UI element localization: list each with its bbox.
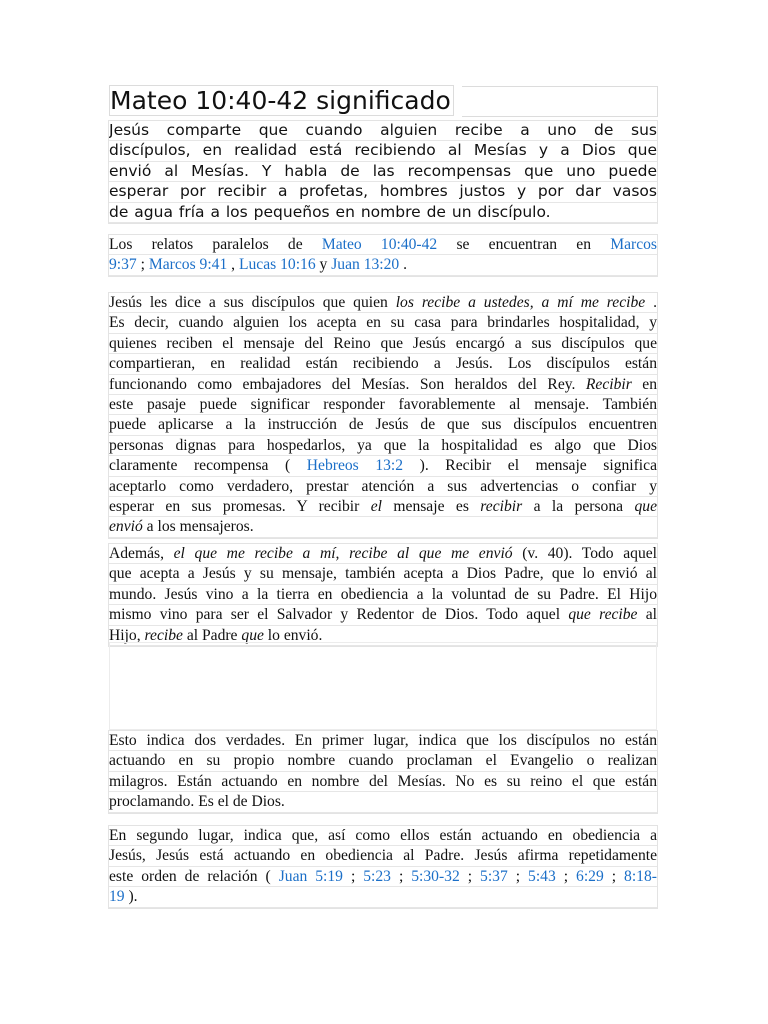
title-guide-box — [462, 86, 658, 117]
ref-link-marcos-9-37-part2[interactable]: 9:37 — [109, 256, 137, 274]
emphasis: recibe — [144, 626, 183, 644]
ref-link-8-18-19-part1[interactable]: 8:18- — [624, 867, 657, 885]
paragraph-line — [109, 544, 657, 564]
paragraph-line: compartieran, en realidad están recibiendo a Jesús. Los discípulos están — [109, 354, 657, 374]
emphasis: recibir — [480, 498, 523, 516]
paragraph-line — [109, 255, 657, 275]
paragraph-line — [109, 887, 657, 907]
blank-space-box — [109, 642, 657, 730]
ref-link-mateo-10-40[interactable]: Mateo 10:40-42 — [321, 236, 438, 253]
emphasis: Recibir — [585, 375, 632, 393]
text: claramente recompensa ( — [109, 457, 307, 475]
paragraph-line — [109, 456, 657, 476]
text: al — [637, 606, 657, 624]
paragraph-line: este pasaje puede significar responder favorablemente al mensaje. También — [109, 395, 657, 415]
paragraph-line — [109, 497, 657, 517]
ref-link-6-29[interactable]: 6:29 — [576, 867, 604, 885]
parallel-accounts-paragraph — [109, 235, 657, 276]
ref-link-marcos-9-41[interactable]: Marcos 9:41 — [148, 256, 228, 274]
paragraph-line: milagros. Están actuando en nombre del Mesías. No es su reino el que están — [109, 772, 657, 792]
paragraph-line — [109, 375, 657, 395]
receiving-disciples-paragraph — [109, 293, 657, 538]
text: ; — [459, 867, 481, 885]
ref-link-juan-13-20[interactable]: Juan 13:20 — [331, 256, 400, 274]
text: ; — [390, 867, 412, 885]
text: mensaje es — [381, 498, 481, 516]
text: ; — [136, 256, 149, 274]
intro-line: discípulos, en realidad está recibiendo al Mesías y a Dios que — [109, 141, 657, 161]
text: ; — [555, 867, 577, 885]
paragraph-line: En segundo lugar, indica que, así como ellos están actuando en obediencia a — [109, 826, 657, 846]
paragraph-line — [109, 605, 657, 625]
intro-line: esperar por recibir a profetas, hombres justos y por dar vasos — [109, 182, 657, 202]
text: (v. 40). Todo aquel — [512, 545, 658, 562]
ref-link-8-18-19-part2[interactable]: 19 — [109, 888, 125, 906]
ref-link-juan-5-19[interactable]: Juan 5:19 — [278, 867, 343, 885]
paragraph-line: proclamando. Es el de Dios. — [109, 792, 657, 812]
text: a la persona — [522, 498, 635, 516]
text: ). Recibir el mensaje significa — [403, 457, 657, 475]
obedience-paragraph — [109, 826, 657, 908]
text: . — [399, 256, 408, 274]
emphasis: los recibe a ustedes, a mí me recibe — [395, 294, 646, 311]
emphasis: envió — [109, 518, 143, 536]
intro-line: de agua fría a los pequeños en nombre de un discípulo. — [109, 203, 657, 223]
paragraph-line: actuando en su propio nombre cuando proclaman el Evangelio o realizan — [109, 751, 657, 771]
paragraph-line: Esto indica dos verdades. En primer lugar, indica que los discípulos no están — [109, 731, 657, 751]
paragraph-line — [109, 235, 657, 255]
paragraph-line: personas dignas para hospedarlos, ya que la hospitalidad es algo que Dios — [109, 436, 657, 456]
ref-link-5-30-32[interactable]: 5:30-32 — [411, 867, 460, 885]
intro-line: envió al Mesías. Y habla de las recompensas que uno puede — [109, 162, 657, 182]
text: a los mensajeros. — [142, 518, 254, 536]
text: . — [645, 294, 657, 311]
text: y — [315, 256, 332, 274]
text: se encuentran en — [437, 236, 611, 253]
ref-link-hebreos-13-2[interactable]: Hebreos 13:2 — [306, 457, 404, 475]
paragraph-line: mundo. Jesús vino a la tierra en obediencia a la voluntad de su Padre. El Hijo — [109, 585, 657, 605]
paragraph-line: Jesús, Jesús está actuando en obediencia al Padre. Jesús afirma repetidamente — [109, 846, 657, 866]
text: Además, — [109, 545, 174, 562]
emphasis: el — [370, 498, 382, 516]
paragraph-line — [109, 293, 657, 313]
text: ). — [124, 888, 138, 906]
two-truths-paragraph — [109, 731, 657, 813]
text: ; — [342, 867, 364, 885]
paragraph-line: puede aplicarse a la instrucción de Jesús de que sus discípulos encuentren — [109, 415, 657, 435]
text: Hijo, — [109, 626, 145, 644]
text: al Padre — [182, 626, 242, 644]
text: funcionando como embajadores del Mesías. Son heraldos del Rey. — [109, 375, 586, 393]
paragraph-line: Es decir, cuando alguien los acepta en su casa para brindarles hospitalidad, y — [109, 313, 657, 333]
paragraph-line: que acepta a Jesús y su mensaje, también acepta a Dios Padre, que lo envió al — [109, 564, 657, 584]
paragraph-line: quienes reciben el mensaje del Reino que Jesús encargó a sus discípulos que — [109, 334, 657, 354]
text: este orden de relación ( — [109, 867, 279, 885]
page-title-text: Mateo 10:40-42 significado — [109, 85, 454, 116]
text: ; — [603, 867, 625, 885]
emphasis: que recibe — [568, 606, 638, 624]
intro-line: Jesús comparte que cuando alguien recibe a uno de sus — [109, 121, 657, 141]
ref-link-5-37[interactable]: 5:37 — [480, 867, 508, 885]
text: Jesús les dice a sus discípulos que quien — [109, 294, 396, 311]
emphasis: que — [634, 498, 657, 516]
paragraph-line — [109, 517, 657, 537]
text: Los relatos paralelos de — [109, 236, 322, 253]
text: mismo vino para ser el Salvador y Redentor de Dios. Todo aquel — [109, 606, 569, 624]
text: esperar en sus promesas. Y recibir — [109, 498, 371, 516]
emphasis: el que me recibe a mí, recibe al que me envió — [173, 545, 513, 562]
paragraph-line — [109, 867, 657, 887]
ref-link-5-43[interactable]: 5:43 — [528, 867, 556, 885]
ref-link-marcos-9-37-part1[interactable]: Marcos — [610, 236, 657, 253]
intro-summary — [109, 121, 657, 223]
text: lo envió. — [263, 626, 323, 644]
ref-link-lucas-10-16[interactable]: Lucas 10:16 — [238, 256, 316, 274]
paragraph-line: aceptarlo como verdadero, prestar atención a sus advertencias o confiar y — [109, 477, 657, 497]
emphasis: que — [241, 626, 264, 644]
text: , — [227, 256, 239, 274]
text: en — [631, 375, 658, 393]
text: ; — [507, 867, 529, 885]
ref-link-5-23[interactable]: 5:23 — [363, 867, 391, 885]
receiving-father-paragraph — [109, 544, 657, 646]
